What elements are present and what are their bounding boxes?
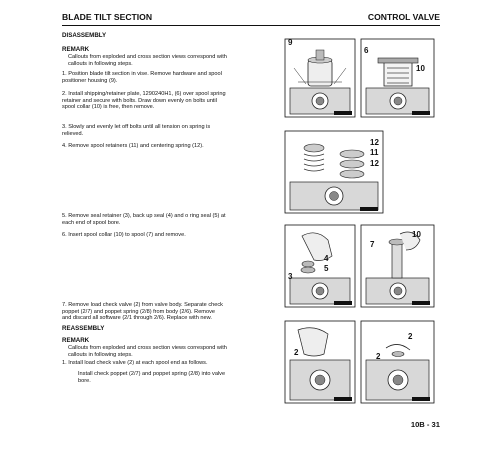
figure-6-callout-2: 2: [294, 348, 299, 357]
reassembly-step-1: 1. Install load check valve (2) at each spool end as follows.: [62, 360, 208, 366]
disassembly-step-7: 7. Remove load check valve (2) from valve body. Separate check poppet (2/7) and poppet spring (2/8) from body (2/6). Remove and discard all software (2/1 through 2/6). Replace with new.: [62, 302, 223, 322]
disassembly-step-5: 5. Remove seal retainer (3), back up seal (4) and o ring seal (5) at each end of spool bore.: [62, 213, 226, 226]
disassembly-step-6: 6. Insert spool collar (10) to spool (7) and remove.: [62, 232, 186, 238]
chapter-title: CONTROL VALVE: [367, 12, 440, 22]
figure-4-callout-4: 4: [324, 254, 329, 263]
disassembly-remark-heading: REMARK: [62, 46, 90, 53]
reassembly-heading: REASSEMBLY: [62, 325, 105, 332]
disassembly-remark-text: Callouts from exploded and cross section views correspond with callouts in following steps.: [68, 54, 227, 67]
page-header: [62, 12, 440, 26]
figure-5-callout-10: 10: [412, 230, 421, 239]
figure-4-seal-removal: [284, 224, 356, 308]
figure-1-callout: 9: [288, 38, 293, 47]
figure-3-callout-12-bottom: 12: [370, 159, 379, 168]
header-rule: [62, 25, 440, 26]
disassembly-step-3: 3. Slowly and evenly let off bolts until all tension on spring is relieved.: [62, 124, 211, 137]
figure-3-callout-11: 11: [370, 148, 379, 157]
figure-5-spool-removal: [360, 224, 435, 308]
figure-7-poppet-install: [360, 320, 435, 404]
figure-4-callout-5: 5: [324, 264, 329, 273]
reassembly-substep: Install check poppet (2/7) and poppet spring (2/8) into valve bore.: [78, 371, 226, 384]
figure-6-load-check-valve: [284, 320, 356, 404]
figure-2-callout-6: 6: [364, 46, 369, 55]
figure-7-callout-2-lower: 2: [376, 352, 381, 361]
reassembly-remark-text: Callouts from exploded and cross section views correspond with callouts in following steps.: [68, 345, 227, 358]
figure-7-callout-2-upper: 2: [408, 332, 413, 341]
disassembly-step-2: 2. Install shipping/retainer plate, 1290240H1, (6) over spool spring retainer and secure with bolts. Draw down evenly on bolts until spool collar (10) is free, then remove.: [62, 91, 226, 111]
disassembly-step-4: 4. Remove spool retainers (11) and centering spring (12).: [62, 143, 204, 149]
disassembly-step-1: 1. Position blade tilt section in vise. Remove hardware and spool positioner housing (9).: [62, 71, 222, 84]
figure-1-positioner-removal: [284, 38, 356, 118]
section-title: BLADE TILT SECTION: [62, 12, 153, 22]
figure-2-callout-10: 10: [416, 64, 425, 73]
disassembly-heading: DISASSEMBLY: [62, 32, 107, 39]
figure-5-callout-7: 7: [370, 240, 375, 249]
figure-2-spring-compress: [360, 38, 435, 118]
figure-3-spring-retainers: [284, 130, 384, 214]
page-number: 10B - 31: [410, 420, 440, 429]
reassembly-remark-heading: REMARK: [62, 337, 90, 344]
figure-4-callout-3: 3: [288, 272, 293, 281]
figure-3-callout-12-top: 12: [370, 138, 379, 147]
